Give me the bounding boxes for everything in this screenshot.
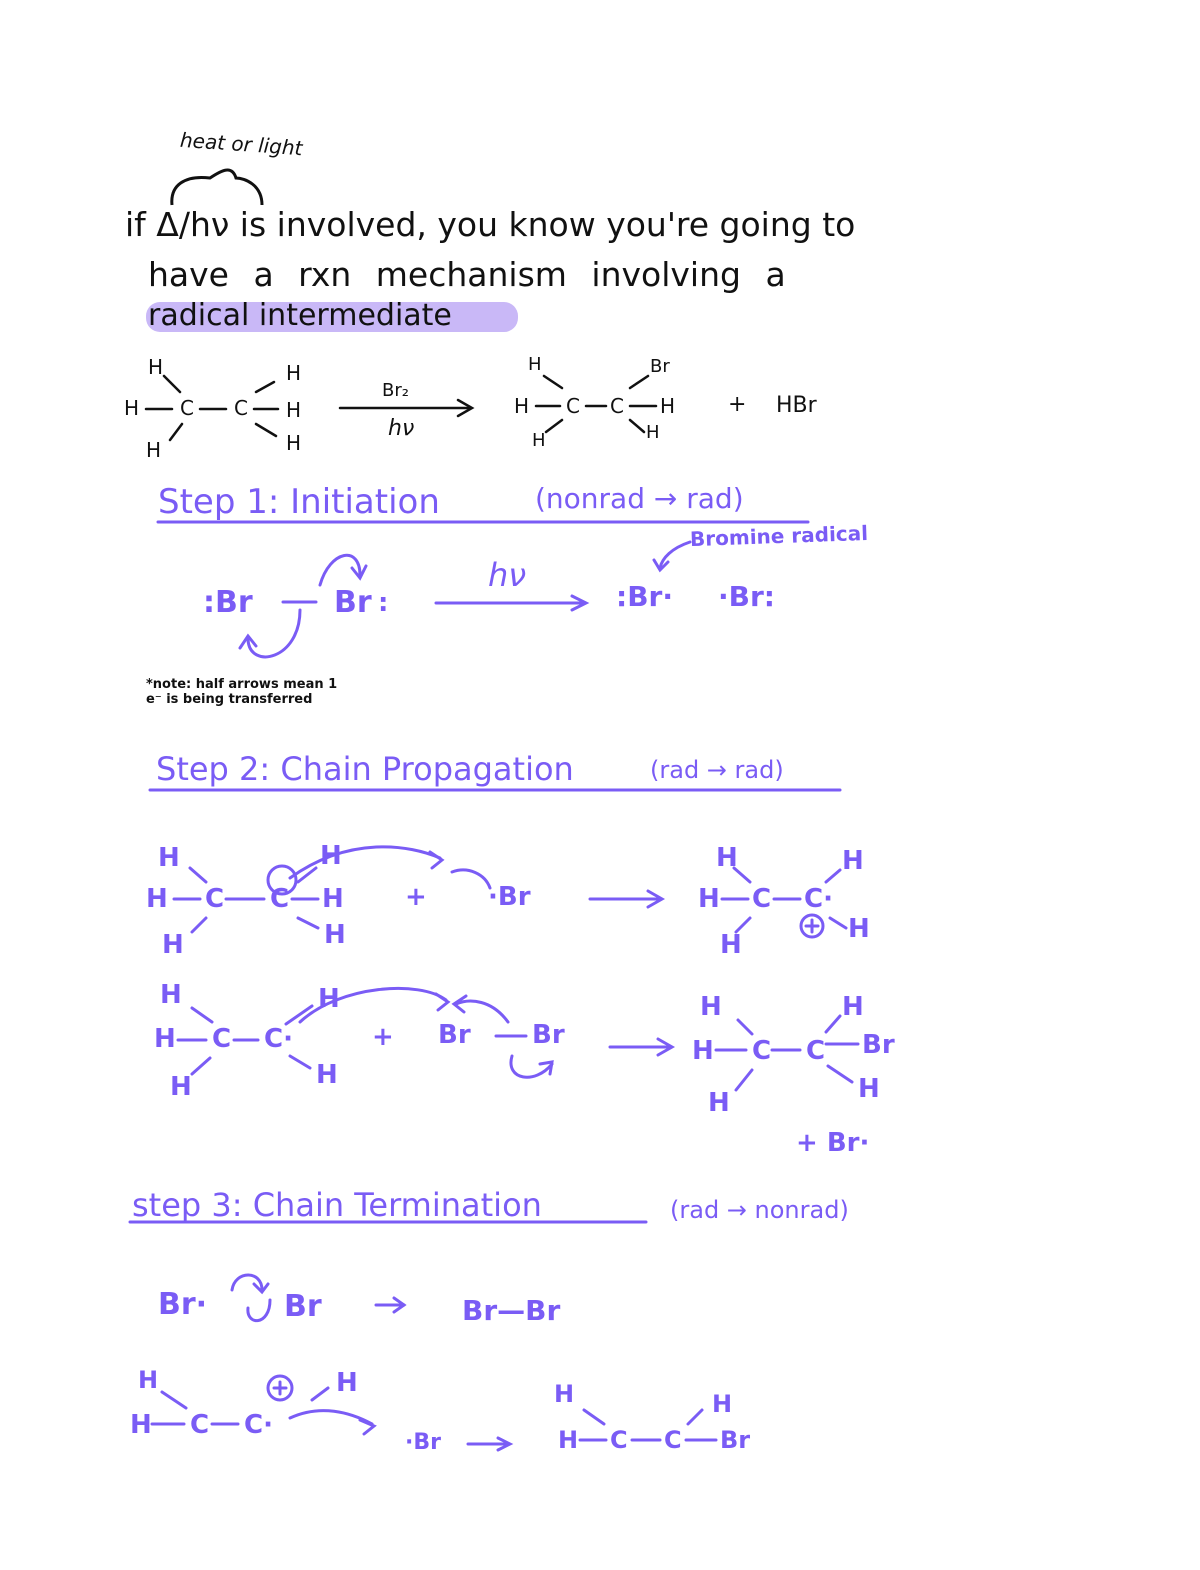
step3-title: step 3: Chain Termination [132, 1186, 542, 1224]
half-arrow-note: *note: half arrows mean 1 e⁻ is being transferred [146, 677, 338, 707]
intro-line-3: radical intermediate [148, 298, 452, 333]
notes-page: heat or light if Δ/hν is involved, you know you're going to have a rxn mechanism involving a radical intermediate H H C H C H H H Br₂ hν H Br H C C H H H + HBr Step 1: Initiation (nonrad → rad) Bromine radical :Br Br : hν :Br· ·Br: *note: half arrows mean 1 e⁻ is being transferred Step 2: Chain Propagation (rad → rad) H H C H C H H H + ·Br H H H C C· H H H H C C· H H H + Br Br H H H C C Br H H + Br· step 3: Chain Termination (rad → nonrad) Br· Br Br—Br H H H C C· ·Br H H H C C Br [0, 0, 1200, 1570]
condition-hv: hν [388, 416, 415, 441]
step1-title: Step 1: Initiation [158, 482, 440, 522]
plus-sign: + [728, 392, 747, 417]
step2-subtitle: (rad → rad) [650, 756, 784, 784]
byproduct-hbr: HBr [776, 393, 817, 418]
step1-subtitle: (nonrad → rad) [535, 482, 744, 515]
bromine-radical-label: Bromine radical [689, 520, 869, 552]
bromine-radical-product: + Br· [796, 1128, 870, 1158]
intro-line-1: if Δ/hν is involved, you know you're going to [125, 205, 856, 244]
br2-product: Br—Br [462, 1294, 561, 1327]
step3-subtitle: (rad → nonrad) [670, 1196, 849, 1224]
heat-or-light-annotation: heat or light [179, 127, 304, 161]
intro-line-2: have a rxn mechanism involving a [148, 255, 786, 294]
step2-title: Step 2: Chain Propagation [156, 750, 574, 788]
reagent-br2: Br₂ [382, 380, 409, 401]
step1-condition-hv: hν [488, 556, 527, 594]
